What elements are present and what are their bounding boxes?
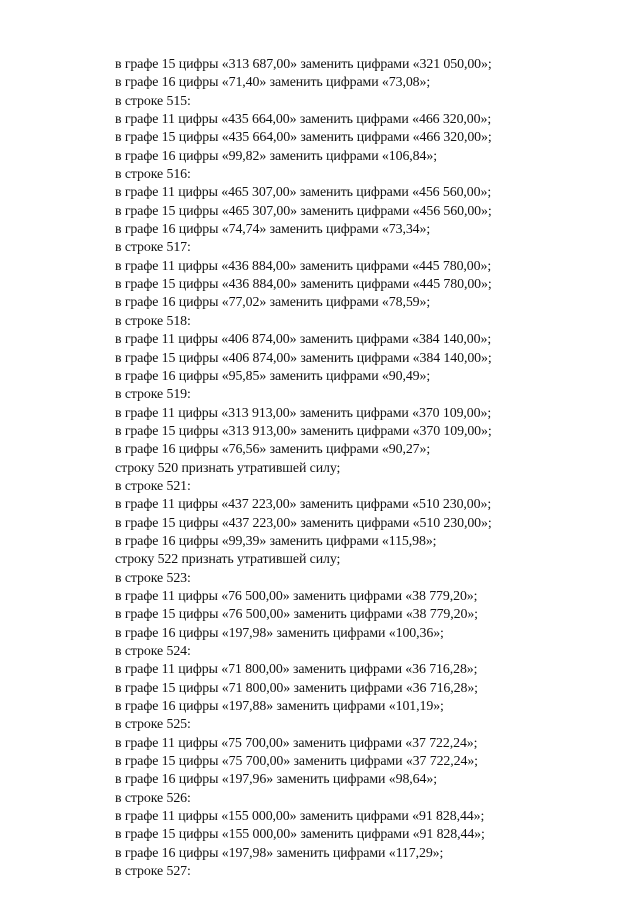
- text-line: в строке 521:: [115, 478, 191, 494]
- text-line: в строке 526:: [115, 790, 191, 806]
- text-line: в графе 16 цифры «197,88» заменить цифрами «101,19»;: [115, 699, 444, 715]
- text-line: в графе 16 цифры «197,98» заменить цифрами «117,29»;: [115, 845, 444, 861]
- text-line: в графе 15 цифры «437 223,00» заменить цифрами «510 230,00»;: [115, 515, 492, 531]
- text-line: в строке 517:: [115, 240, 191, 256]
- text-line: в графе 15 цифры «76 500,00» заменить цифрами «38 779,20»;: [115, 607, 478, 623]
- text-line: в графе 16 цифры «74,74» заменить цифрами «73,34»;: [115, 222, 431, 238]
- text-line: в графе 15 цифры «436 884,00» заменить цифрами «445 780,00»;: [115, 277, 492, 293]
- text-line: в графе 11 цифры «71 800,00» заменить цифрами «36 716,28»;: [115, 662, 478, 678]
- text-line: в графе 16 цифры «76,56» заменить цифрами «90,27»;: [115, 442, 431, 458]
- text-line: в графе 15 цифры «313 913,00» заменить цифрами «370 109,00»;: [115, 423, 492, 439]
- text-line: в графе 15 цифры «435 664,00» заменить цифрами «466 320,00»;: [115, 130, 492, 146]
- text-line: в графе 16 цифры «197,96» заменить цифрами «98,64»;: [115, 772, 437, 788]
- text-line: в графе 11 цифры «465 307,00» заменить цифрами «456 560,00»;: [115, 185, 492, 201]
- text-line: в графе 16 цифры «71,40» заменить цифрами «73,08»;: [115, 75, 431, 91]
- text-line: в строке 519:: [115, 387, 191, 403]
- text-line: в строке 524:: [115, 644, 191, 659]
- text-line: в строке 525:: [115, 717, 191, 733]
- text-line: в графе 15 цифры «75 700,00» заменить цифрами «37 722,24»;: [115, 754, 478, 770]
- text-line: строку 520 признать утратившей силу;: [115, 460, 341, 476]
- text-line: в строке 516:: [115, 167, 191, 183]
- text-line: в строке 527:: [115, 864, 191, 880]
- text-line: в графе 11 цифры «435 664,00» заменить цифрами «466 320,00»;: [115, 112, 492, 128]
- text-line: в графе 11 цифры «313 913,00» заменить цифрами «370 109,00»;: [115, 405, 492, 421]
- text-line: в графе 16 цифры «197,98» заменить цифрами «100,36»;: [115, 625, 444, 641]
- text-line: в графе 11 цифры «75 700,00» заменить цифрами «37 722,24»;: [115, 735, 478, 751]
- text-line: в графе 11 цифры «436 884,00» заменить цифрами «445 780,00»;: [115, 258, 492, 274]
- text-line: в графе 15 цифры «155 000,00» заменить цифрами «91 828,44»;: [115, 827, 485, 843]
- text-line: в графе 16 цифры «95,85» заменить цифрами «90,49»;: [115, 368, 431, 384]
- document-text-block: [115, 56, 555, 881]
- text-line: в графе 15 цифры «71 800,00» заменить цифрами «36 716,28»;: [115, 680, 478, 696]
- text-line: в графе 11 цифры «437 223,00» заменить цифрами «510 230,00»;: [115, 497, 492, 513]
- text-line: в строке 515:: [115, 93, 191, 109]
- text-line: строку 522 признать утратившей силу;: [115, 552, 341, 568]
- text-line: в графе 11 цифры «406 874,00» заменить цифрами «384 140,00»;: [115, 332, 492, 348]
- text-line: в строке 523:: [115, 570, 191, 586]
- text-line: в графе 11 цифры «155 000,00» заменить цифрами «91 828,44»;: [115, 809, 485, 825]
- text-line: в графе 15 цифры «313 687,00» заменить цифрами «321 050,00»;: [115, 57, 492, 72]
- text-line: в графе 15 цифры «465 307,00» заменить цифрами «456 560,00»;: [115, 203, 492, 219]
- text-line: в графе 11 цифры «76 500,00» заменить цифрами «38 779,20»;: [115, 588, 478, 604]
- text-line: в графе 16 цифры «77,02» заменить цифрами «78,59»;: [115, 295, 431, 311]
- text-line: в графе 15 цифры «406 874,00» заменить цифрами «384 140,00»;: [115, 350, 492, 366]
- text-line: в графе 16 цифры «99,39» заменить цифрами «115,98»;: [115, 533, 437, 549]
- text-line: в графе 16 цифры «99,82» заменить цифрами «106,84»;: [115, 148, 437, 164]
- text-line: в строке 518:: [115, 313, 191, 329]
